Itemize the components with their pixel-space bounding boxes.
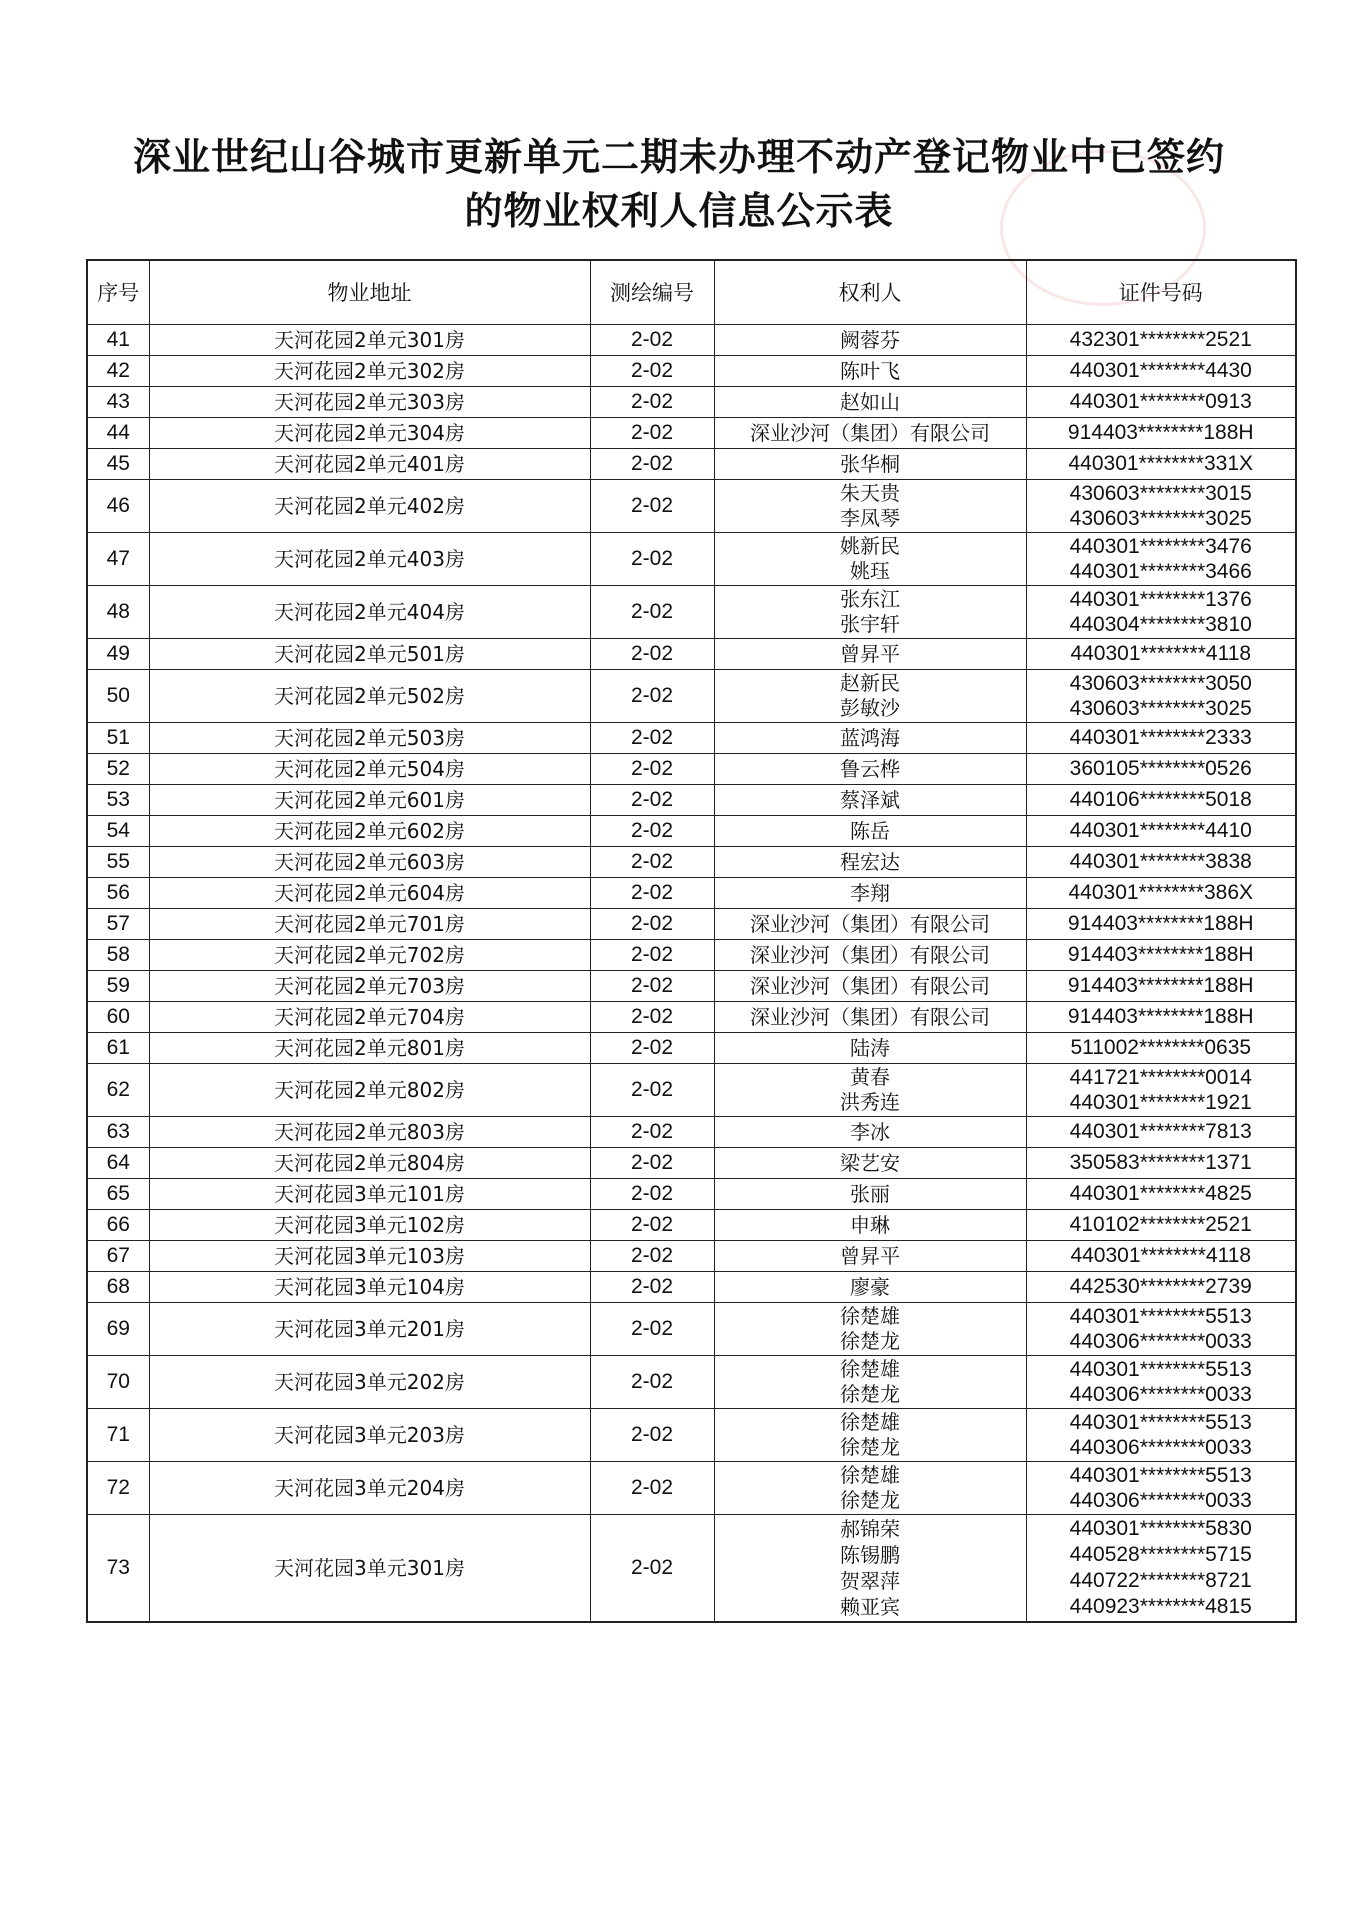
row-cert-cell — [1026, 1462, 1296, 1515]
owner-info-table — [86, 259, 1297, 1623]
row-seq: 41 — [87, 325, 149, 356]
owner-name: 鲁云桦 — [840, 757, 900, 781]
cert-number: 440528********5715 — [1069, 1542, 1252, 1566]
table-row — [87, 356, 1296, 387]
row-address: 天河花园2单元301房 — [149, 325, 590, 356]
row-survey-no: 2-02 — [590, 878, 714, 909]
row-cert-cell — [1026, 785, 1296, 816]
row-address: 天河花园2单元704房 — [149, 1002, 590, 1033]
row-survey-no: 2-02 — [590, 449, 714, 480]
row-cert-cell — [1026, 878, 1296, 909]
header-survey-no: 测绘编号 — [590, 260, 714, 325]
row-address: 天河花园2单元303房 — [149, 387, 590, 418]
row-cert-cell — [1026, 639, 1296, 670]
owner-name: 郝锦荣 — [840, 1516, 900, 1541]
owner-name: 阙蓉芬 — [840, 328, 900, 352]
owner-name: 深业沙河（集团）有限公司 — [750, 1005, 990, 1029]
table-row — [87, 909, 1296, 940]
owner-name: 陈岳 — [850, 819, 890, 843]
row-owner-cell — [714, 586, 1026, 639]
row-address: 天河花园2单元702房 — [149, 940, 590, 971]
row-address: 天河花园2单元401房 — [149, 449, 590, 480]
table-row — [87, 1303, 1296, 1356]
table-row — [87, 847, 1296, 878]
row-owner-cell — [714, 356, 1026, 387]
owner-name: 李凤琴 — [840, 506, 900, 530]
owner-name: 曾昇平 — [840, 1244, 900, 1268]
row-owner-cell — [714, 723, 1026, 754]
row-cert-cell — [1026, 816, 1296, 847]
row-cert-cell — [1026, 1241, 1296, 1272]
owner-name: 徐楚龙 — [840, 1435, 900, 1459]
row-survey-no: 2-02 — [590, 940, 714, 971]
row-address: 天河花园3单元101房 — [149, 1179, 590, 1210]
table-row — [87, 754, 1296, 785]
row-seq: 49 — [87, 639, 149, 670]
row-address: 天河花园2单元504房 — [149, 754, 590, 785]
owner-name: 徐楚雄 — [840, 1357, 900, 1381]
row-survey-no: 2-02 — [590, 1462, 714, 1515]
cert-number: 914403********188H — [1067, 974, 1254, 997]
row-cert-cell — [1026, 971, 1296, 1002]
row-survey-no: 2-02 — [590, 754, 714, 785]
row-owner-cell — [714, 1356, 1026, 1409]
row-seq: 51 — [87, 723, 149, 754]
table-row — [87, 387, 1296, 418]
row-address: 天河花园2单元302房 — [149, 356, 590, 387]
row-cert-cell — [1026, 418, 1296, 449]
cert-number: 430603********3025 — [1069, 697, 1252, 720]
row-survey-no: 2-02 — [590, 971, 714, 1002]
owner-name: 赖亚宾 — [840, 1594, 900, 1619]
owner-name: 陈叶飞 — [840, 359, 900, 383]
owner-name: 陈锡鹏 — [840, 1542, 900, 1567]
row-owner-cell — [714, 1179, 1026, 1210]
row-survey-no: 2-02 — [590, 1148, 714, 1179]
row-owner-cell — [714, 325, 1026, 356]
owner-name: 李翔 — [850, 881, 890, 905]
row-survey-no: 2-02 — [590, 1272, 714, 1303]
row-owner-cell — [714, 1303, 1026, 1356]
table-row — [87, 1272, 1296, 1303]
owner-name: 曾昇平 — [840, 642, 900, 666]
row-cert-cell — [1026, 586, 1296, 639]
row-seq: 50 — [87, 670, 149, 723]
row-address: 天河花园2单元603房 — [149, 847, 590, 878]
table-row — [87, 1515, 1296, 1622]
cert-number: 440301********4825 — [1069, 1182, 1252, 1205]
row-cert-cell — [1026, 449, 1296, 480]
row-seq: 53 — [87, 785, 149, 816]
owner-name: 深业沙河（集团）有限公司 — [750, 421, 990, 445]
cert-number: 440301********5513 — [1069, 1464, 1252, 1487]
row-owner-cell — [714, 480, 1026, 533]
row-cert-cell — [1026, 1356, 1296, 1409]
row-survey-no: 2-02 — [590, 639, 714, 670]
table-row — [87, 1064, 1296, 1117]
row-address: 天河花园3单元102房 — [149, 1210, 590, 1241]
row-owner-cell — [714, 1272, 1026, 1303]
owner-name: 申琳 — [850, 1213, 890, 1237]
cert-number: 440301********3838 — [1069, 850, 1252, 873]
owner-name: 深业沙河（集团）有限公司 — [750, 943, 990, 967]
cert-number: 440301********5513 — [1069, 1358, 1252, 1381]
cert-number: 440306********0033 — [1069, 1489, 1252, 1512]
table-row — [87, 480, 1296, 533]
table-row — [87, 1117, 1296, 1148]
row-address: 天河花园3单元104房 — [149, 1272, 590, 1303]
row-seq: 72 — [87, 1462, 149, 1515]
cert-number: 914403********188H — [1067, 1005, 1254, 1028]
row-survey-no: 2-02 — [590, 1303, 714, 1356]
cert-number: 440301********331X — [1068, 452, 1253, 475]
row-seq: 68 — [87, 1272, 149, 1303]
cert-number: 360105********0526 — [1069, 757, 1252, 780]
cert-number: 432301********2521 — [1069, 328, 1252, 351]
table-row — [87, 418, 1296, 449]
row-survey-no: 2-02 — [590, 1356, 714, 1409]
row-cert-cell — [1026, 1117, 1296, 1148]
row-seq: 55 — [87, 847, 149, 878]
row-address: 天河花园3单元202房 — [149, 1356, 590, 1409]
header-cert-no: 证件号码 — [1026, 260, 1296, 325]
cert-number: 440301********5830 — [1069, 1516, 1252, 1540]
row-cert-cell — [1026, 1002, 1296, 1033]
row-seq: 48 — [87, 586, 149, 639]
row-cert-cell — [1026, 1148, 1296, 1179]
owner-name: 张丽 — [850, 1182, 890, 1206]
table-row — [87, 785, 1296, 816]
row-cert-cell — [1026, 754, 1296, 785]
owner-name: 廖豪 — [850, 1275, 890, 1299]
row-cert-cell — [1026, 533, 1296, 586]
cert-number: 440301********7813 — [1069, 1120, 1252, 1143]
row-address: 天河花园2单元501房 — [149, 639, 590, 670]
cert-number: 441721********0014 — [1069, 1066, 1252, 1089]
row-address: 天河花园2单元403房 — [149, 533, 590, 586]
row-survey-no: 2-02 — [590, 387, 714, 418]
row-cert-cell — [1026, 1409, 1296, 1462]
row-seq: 69 — [87, 1303, 149, 1356]
cert-number: 440301********4118 — [1070, 642, 1252, 665]
cert-number: 440301********386X — [1068, 881, 1253, 904]
cert-number: 440301********1376 — [1069, 588, 1252, 611]
cert-number: 440301********5513 — [1069, 1411, 1252, 1434]
owner-name: 黄春 — [850, 1065, 890, 1089]
header-owner: 权利人 — [714, 260, 1026, 325]
owner-name: 姚新民 — [840, 534, 900, 558]
table-row — [87, 1241, 1296, 1272]
row-seq: 47 — [87, 533, 149, 586]
row-survey-no: 2-02 — [590, 1210, 714, 1241]
row-survey-no: 2-02 — [590, 909, 714, 940]
row-seq: 44 — [87, 418, 149, 449]
cert-number: 350583********1371 — [1069, 1151, 1252, 1174]
row-owner-cell — [714, 754, 1026, 785]
table-row — [87, 723, 1296, 754]
row-survey-no: 2-02 — [590, 1064, 714, 1117]
row-seq: 46 — [87, 480, 149, 533]
row-address: 天河花园2单元601房 — [149, 785, 590, 816]
row-address: 天河花园2单元304房 — [149, 418, 590, 449]
row-address: 天河花园3单元201房 — [149, 1303, 590, 1356]
owner-name: 赵新民 — [840, 671, 900, 695]
owner-name: 深业沙河（集团）有限公司 — [750, 912, 990, 936]
row-cert-cell — [1026, 1064, 1296, 1117]
owner-name: 张华桐 — [840, 452, 900, 476]
row-address: 天河花园2单元502房 — [149, 670, 590, 723]
cert-number: 430603********3050 — [1069, 672, 1252, 695]
row-seq: 64 — [87, 1148, 149, 1179]
row-cert-cell — [1026, 1303, 1296, 1356]
row-owner-cell — [714, 1241, 1026, 1272]
row-address: 天河花园2单元803房 — [149, 1117, 590, 1148]
row-seq: 67 — [87, 1241, 149, 1272]
row-survey-no: 2-02 — [590, 670, 714, 723]
table-row — [87, 586, 1296, 639]
owner-name: 徐楚龙 — [840, 1488, 900, 1512]
row-seq: 58 — [87, 940, 149, 971]
owner-name: 梁艺安 — [840, 1151, 900, 1175]
header-address: 物业地址 — [149, 260, 590, 325]
table-row — [87, 1409, 1296, 1462]
owner-name: 程宏达 — [840, 850, 900, 874]
owner-name: 洪秀连 — [840, 1090, 900, 1114]
row-cert-cell — [1026, 325, 1296, 356]
row-seq: 42 — [87, 356, 149, 387]
row-seq: 71 — [87, 1409, 149, 1462]
row-cert-cell — [1026, 1210, 1296, 1241]
cert-number: 440306********0033 — [1069, 1330, 1252, 1353]
row-seq: 57 — [87, 909, 149, 940]
row-survey-no: 2-02 — [590, 418, 714, 449]
header-seq: 序号 — [87, 260, 149, 325]
row-address: 天河花园2单元801房 — [149, 1033, 590, 1064]
row-cert-cell — [1026, 909, 1296, 940]
row-seq: 59 — [87, 971, 149, 1002]
row-survey-no: 2-02 — [590, 1002, 714, 1033]
owner-name: 姚珏 — [850, 559, 890, 583]
row-address: 天河花园3单元203房 — [149, 1409, 590, 1462]
table-row — [87, 1148, 1296, 1179]
document-title-line-1: 深业世纪山谷城市更新单元二期未办理不动产登记物业中已签约 — [132, 135, 1225, 179]
owner-name: 蔡泽斌 — [840, 788, 900, 812]
owner-name: 深业沙河（集团）有限公司 — [750, 974, 990, 998]
row-address: 天河花园2单元802房 — [149, 1064, 590, 1117]
row-survey-no: 2-02 — [590, 1179, 714, 1210]
row-address: 天河花园2单元402房 — [149, 480, 590, 533]
table-row — [87, 940, 1296, 971]
row-owner-cell — [714, 639, 1026, 670]
row-owner-cell — [714, 847, 1026, 878]
row-survey-no: 2-02 — [590, 325, 714, 356]
cert-number: 440306********0033 — [1069, 1436, 1252, 1459]
row-cert-cell — [1026, 387, 1296, 418]
row-seq: 66 — [87, 1210, 149, 1241]
row-seq: 54 — [87, 816, 149, 847]
table-header-row — [87, 260, 1296, 325]
table-body — [87, 325, 1296, 1622]
row-survey-no: 2-02 — [590, 816, 714, 847]
row-cert-cell — [1026, 1179, 1296, 1210]
row-seq: 65 — [87, 1179, 149, 1210]
row-cert-cell — [1026, 1272, 1296, 1303]
cert-number: 440301********4430 — [1069, 359, 1252, 382]
row-survey-no: 2-02 — [590, 1117, 714, 1148]
owner-name: 徐楚龙 — [840, 1382, 900, 1406]
owner-name: 徐楚龙 — [840, 1329, 900, 1353]
table-row — [87, 1002, 1296, 1033]
row-owner-cell — [714, 1033, 1026, 1064]
cert-number: 440301********5513 — [1069, 1305, 1252, 1328]
row-cert-cell — [1026, 940, 1296, 971]
row-address: 天河花园2单元503房 — [149, 723, 590, 754]
row-cert-cell — [1026, 1515, 1296, 1622]
row-seq: 56 — [87, 878, 149, 909]
owner-name: 朱天贵 — [840, 481, 900, 505]
row-survey-no: 2-02 — [590, 356, 714, 387]
table-row — [87, 1179, 1296, 1210]
cert-number: 440301********4118 — [1070, 1244, 1252, 1267]
row-address: 天河花园2单元404房 — [149, 586, 590, 639]
owner-name: 张宇轩 — [840, 612, 900, 636]
cert-number: 430603********3025 — [1069, 507, 1252, 530]
owner-name: 李冰 — [850, 1120, 890, 1144]
row-cert-cell — [1026, 480, 1296, 533]
row-survey-no: 2-02 — [590, 586, 714, 639]
table-row — [87, 816, 1296, 847]
cert-number: 410102********2521 — [1069, 1213, 1252, 1236]
row-owner-cell — [714, 533, 1026, 586]
cert-number: 914403********188H — [1067, 912, 1254, 935]
row-address: 天河花园2单元604房 — [149, 878, 590, 909]
table-row — [87, 1033, 1296, 1064]
owner-name: 彭敏沙 — [840, 696, 900, 720]
row-owner-cell — [714, 1064, 1026, 1117]
table-row — [87, 878, 1296, 909]
table-row — [87, 670, 1296, 723]
row-owner-cell — [714, 1409, 1026, 1462]
row-seq: 52 — [87, 754, 149, 785]
row-owner-cell — [714, 1117, 1026, 1148]
row-seq: 60 — [87, 1002, 149, 1033]
row-owner-cell — [714, 940, 1026, 971]
row-owner-cell — [714, 971, 1026, 1002]
table-row — [87, 971, 1296, 1002]
table-row — [87, 325, 1296, 356]
row-survey-no: 2-02 — [590, 1033, 714, 1064]
cert-number: 440923********4815 — [1069, 1594, 1252, 1618]
row-owner-cell — [714, 1148, 1026, 1179]
owner-name: 蓝鸿海 — [840, 726, 900, 750]
cert-number: 440722********8721 — [1069, 1568, 1252, 1592]
cert-number: 442530********2739 — [1069, 1275, 1252, 1298]
owner-name: 陆涛 — [850, 1036, 890, 1060]
row-survey-no: 2-02 — [590, 480, 714, 533]
owner-name: 赵如山 — [840, 390, 900, 414]
cert-number: 511002********0635 — [1070, 1036, 1252, 1059]
owner-name: 贺翠萍 — [840, 1568, 900, 1593]
row-seq: 43 — [87, 387, 149, 418]
row-owner-cell — [714, 449, 1026, 480]
row-cert-cell — [1026, 670, 1296, 723]
row-address: 天河花园2单元804房 — [149, 1148, 590, 1179]
owner-name: 张东江 — [840, 587, 900, 611]
row-owner-cell — [714, 1515, 1026, 1622]
row-owner-cell — [714, 1462, 1026, 1515]
cert-number: 440301********2333 — [1069, 726, 1252, 749]
owner-name: 徐楚雄 — [840, 1463, 900, 1487]
document-title-line-2: 的物业权利人信息公示表 — [464, 189, 894, 233]
row-cert-cell — [1026, 1033, 1296, 1064]
row-address: 天河花园3单元301房 — [149, 1515, 590, 1622]
cert-number: 914403********188H — [1067, 421, 1254, 444]
row-address: 天河花园2单元703房 — [149, 971, 590, 1002]
cert-number: 914403********188H — [1067, 943, 1254, 966]
row-survey-no: 2-02 — [590, 1515, 714, 1622]
table-row — [87, 1462, 1296, 1515]
cert-number: 440301********1921 — [1069, 1091, 1252, 1114]
row-cert-cell — [1026, 356, 1296, 387]
cert-number: 440304********3810 — [1069, 613, 1252, 636]
cert-number: 440301********3466 — [1069, 560, 1252, 583]
row-seq: 73 — [87, 1515, 149, 1622]
table-row — [87, 1356, 1296, 1409]
row-seq: 45 — [87, 449, 149, 480]
table-row — [87, 533, 1296, 586]
cert-number: 440301********0913 — [1069, 390, 1252, 413]
row-owner-cell — [714, 387, 1026, 418]
row-seq: 61 — [87, 1033, 149, 1064]
row-survey-no: 2-02 — [590, 1409, 714, 1462]
table-row — [87, 1210, 1296, 1241]
row-owner-cell — [714, 816, 1026, 847]
table-row — [87, 639, 1296, 670]
cert-number: 440106********5018 — [1069, 788, 1252, 811]
row-address: 天河花园2单元602房 — [149, 816, 590, 847]
row-owner-cell — [714, 1210, 1026, 1241]
row-owner-cell — [714, 909, 1026, 940]
row-cert-cell — [1026, 723, 1296, 754]
row-survey-no: 2-02 — [590, 533, 714, 586]
row-address: 天河花园3单元103房 — [149, 1241, 590, 1272]
row-owner-cell — [714, 785, 1026, 816]
row-cert-cell — [1026, 847, 1296, 878]
row-seq: 70 — [87, 1356, 149, 1409]
row-survey-no: 2-02 — [590, 1241, 714, 1272]
row-survey-no: 2-02 — [590, 847, 714, 878]
owner-name: 徐楚雄 — [840, 1304, 900, 1328]
row-survey-no: 2-02 — [590, 723, 714, 754]
row-owner-cell — [714, 878, 1026, 909]
row-seq: 62 — [87, 1064, 149, 1117]
row-address: 天河花园3单元204房 — [149, 1462, 590, 1515]
cert-number: 440301********3476 — [1069, 535, 1252, 558]
row-address: 天河花园2单元701房 — [149, 909, 590, 940]
cert-number: 440306********0033 — [1069, 1383, 1252, 1406]
owner-name: 徐楚雄 — [840, 1410, 900, 1434]
row-survey-no: 2-02 — [590, 785, 714, 816]
row-owner-cell — [714, 1002, 1026, 1033]
row-seq: 63 — [87, 1117, 149, 1148]
cert-number: 440301********4410 — [1069, 819, 1252, 842]
cert-number: 430603********3015 — [1069, 482, 1252, 505]
row-owner-cell — [714, 418, 1026, 449]
row-owner-cell — [714, 670, 1026, 723]
table-row — [87, 449, 1296, 480]
